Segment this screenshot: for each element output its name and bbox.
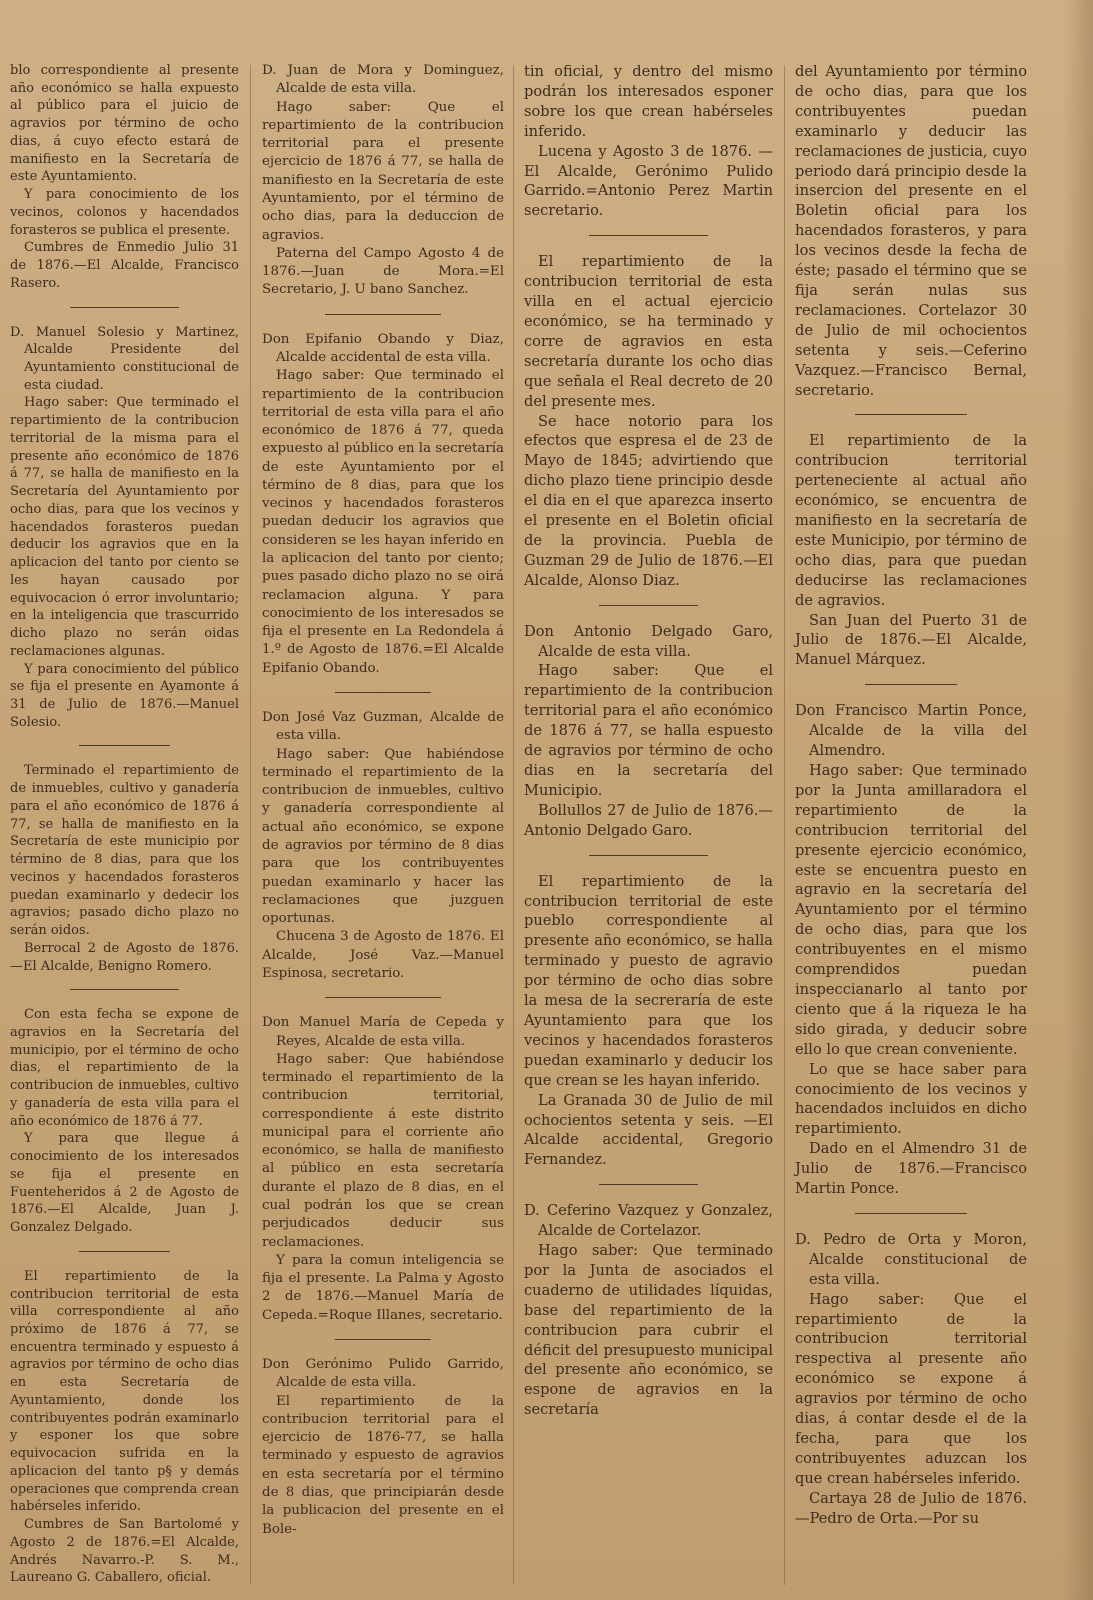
notice-separator — [325, 314, 441, 315]
notice-paragraph: El repartimiento de la contribucion territorial perteneciente al actual año económico, se encuentra de manifiesto en la secretaría de este Municipio, por término de ocho dias, para que puedan deducirse las reclamaciones de agravios. — [795, 432, 1027, 609]
notice-separator — [855, 414, 966, 415]
notice — [524, 872, 773, 1171]
notice-paragraph: Hago saber: Que terminado el repartimiento de la contribucion territorial de la misma para el presente año económico de 1876 á 77, se halla de manifiesto en la Secretaría del Ayuntamiento por ocho dias, para que los vecinos y hacendados forasteros puedan deducir los agravios que en la aplicacion del tanto por ciento se les hayan causado por equivocacion ó error involuntario; en la inteligencia que trascurrido dicho plazo no serán oidas reclamaciones algunas. — [10, 395, 239, 659]
notice — [524, 1201, 773, 1420]
notice-paragraph: Lucena y Agosto 3 de 1876. —El Alcalde, Gerónimo Pulido Garrido.=Antonio Perez Martin secretario. — [524, 142, 773, 220]
notice-separator — [335, 692, 432, 693]
notice-paragraph: Dado en el Almendro 31 de Julio de 1876.—Francisco Martin Ponce. — [795, 1140, 1027, 1198]
notice-paragraph: Chucena 3 de Agosto de 1876. El Alcalde, José Vaz.—Manuel Espinosa, secretario. — [262, 929, 504, 981]
notice-heading: Don Gerónimo Pulido Garrido, Alcalde de esta villa. — [262, 1357, 504, 1391]
column-2 — [262, 62, 504, 1539]
notice-paragraph: Lo que se hace saber para conocimiento de los vecinos y hacendados incluidos en dicho repartimiento. — [795, 1060, 1027, 1138]
notice-paragraph: Paterna del Campo Agosto 4 de 1876.—Juan de Mora.=El Secretario, J. U bano Sanchez. — [262, 245, 504, 298]
column-1 — [10, 62, 239, 1587]
notice-heading: Don José Vaz Guzman, Alcalde de esta villa. — [262, 710, 504, 744]
notice — [524, 252, 773, 590]
notice-paragraph: Cartaya 28 de Julio de 1876. —Pedro de Orta.—Por su — [795, 1489, 1027, 1527]
notice — [262, 709, 504, 983]
notice — [10, 762, 239, 975]
notice-paragraph: Cumbres de Enmedio Julio 31 de 1876.—El Alcalde, Francisco Rasero. — [10, 240, 239, 291]
column-4 — [795, 62, 1027, 1529]
notice-separator — [79, 1251, 171, 1252]
notice-heading: D. Pedro de Orta y Moron, Alcalde constitucional de esta villa. — [795, 1230, 1027, 1288]
notice-paragraph: San Juan del Puerto 31 de Julio de 1876.—El Alcalde, Manuel Márquez. — [795, 611, 1027, 669]
notice-paragraph: Y para conocimiento de los vecinos, colonos y hacendados forasteros se publica el presente. — [10, 187, 239, 238]
notice-paragraph: Hago saber: Que el repartimiento de la contribucion territorial respectiva al presente año económico se expone á agravios por término de ocho dias, á contar desde el de la fecha, para que los contribuyentes aduzcan los que crean habérseles inferido. — [795, 1290, 1027, 1487]
notice-heading: D. Juan de Mora y Dominguez, Alcalde de esta villa. — [262, 63, 504, 97]
notice — [10, 62, 239, 293]
notice-paragraph: del Ayuntamiento por término de ocho dias, para que los contribuyentes puedan examinarlo y deducir las reclamaciones de justicia, cuyo periodo dará principio desde la insercion del presente en el Boletin oficial para los hacendados forasteros, y para los vecinos desde la fecha de éste; pasado el término que se fija serán nulas sus reclamaciones. Cortelazor 30 de Julio de mil ochocientos setenta y seis.—Ceferino Vazquez.—Francisco Bernal, secretario. — [795, 63, 1027, 399]
notice — [262, 331, 504, 678]
notice-separator — [855, 1213, 966, 1214]
column-rule — [784, 65, 785, 1585]
notice-paragraph: Hago saber: Que habiéndose terminado el repartimiento de la contribucion territorial, correspondiente á este distrito municipal para el corriente año económico, se halla de manifiesto al público en esta secretaría durante el plazo de 8 dias, en el cual podrán los que se crean perjudicados deducir sus reclamaciones. — [262, 1051, 504, 1250]
notice-separator — [79, 745, 171, 746]
notice — [795, 62, 1027, 400]
notice-paragraph: Y para conocimiento del público se fija el presente en Ayamonte á 31 de Julio de 1876.—Manuel Solesio. — [10, 661, 239, 730]
notice — [524, 622, 773, 841]
notice — [524, 62, 773, 221]
notice-paragraph: La Granada 30 de Julio de mil ochocientos setenta y seis. —El Alcalde accidental, Gregorio Fernandez. — [524, 1091, 773, 1169]
notice-paragraph: El repartimiento de la contribucion territorial de este pueblo correspondiente al presente año económico, se halla terminado y puesto de agravio por término de ocho dias sobre la mesa de la secreraría de este Ayuntamiento para que los vecinos y hacendados forasteros puedan examinarlo y deducir los que crean se les hayan inferido. — [524, 872, 773, 1089]
notice-separator — [589, 855, 709, 856]
notice — [795, 431, 1027, 670]
notice — [262, 62, 504, 300]
notice-paragraph: Hago saber: Que el repartimiento de la contribucion territorial para el año económico de 1876 á 77, se halla espuesto de agravios por término de ocho dias en la secretaría del Municipio. — [524, 662, 773, 799]
notice-paragraph: Terminado el repartimiento de de inmuebles, cultivo y ganadería para el año económico de 1876 á 77, se halla de manifiesto en la Secretaría de este municipio por término de 8 dias, para que los vecinos y hacendados forasteros puedan examinarlo y dedecir los agravios; pasado dicho plazo no serán oidos. — [10, 763, 239, 939]
notice-paragraph: Hago saber: Que terminado por la Junta amillaradora el repartimiento de la contribucion territorial del presente ejercicio económico, este se encuentra puesto en agravio en la secretaría del Ayuntamiento por el término de ocho dias, para que los contribuyentes en el mismo comprendidos puedan inspeccianarlo al tanto por ciento que á la riqueza le ha sido girada, y deducir sobre ello lo que crean conveniente. — [795, 762, 1027, 1058]
notice-separator — [70, 989, 180, 990]
notice-paragraph: blo correspondiente al presente año económico se halla expuesto al público para el juicio de agravios por término de ocho dias, á cuyo efecto estará de manifiesto en la Secretaría de este Ayuntamiento. — [10, 63, 239, 185]
notice-heading: D. Manuel Solesio y Martinez, Alcalde Presidente del Ayuntamiento constitucional de esta ciudad. — [10, 324, 239, 393]
notice-paragraph: Berrocal 2 de Agosto de 1876. —El Alcalde, Benigno Romero. — [10, 940, 239, 974]
notice-paragraph: Hago saber: Que terminado por la Junta de asociados el cuaderno de utilidades líquidas, base del repartimiento de la contribucion para cubrir el déficit del presupuesto municipal del presente año económico, se espone de agravios en la secretaría — [524, 1242, 773, 1419]
notice-separator — [865, 684, 958, 685]
notice-separator — [70, 307, 180, 308]
page-edge-shadow — [1063, 0, 1093, 1600]
notice — [262, 1356, 504, 1539]
column-rule — [513, 65, 514, 1585]
notice — [262, 1014, 504, 1325]
notice-heading: Don Epifanio Obando y Diaz, Alcalde accidental de esta villa. — [262, 331, 504, 365]
notice — [795, 701, 1027, 1199]
notice-paragraph: El repartimiento de la contribucion territorial para el ejercicio de 1876-77, se halla terminado y espuesto de agravios en esta secretaría por el término de 8 dias, que principiarán desde la publicacion del presente en el Bole- — [262, 1393, 504, 1537]
notice — [10, 1006, 239, 1237]
notice-paragraph: Hago saber: Que el repartimiento de la contribucion territorial para el presente ejercicio de 1876 á 77, se halla de manifiesto en la Secretaría de este Ayuntamiento, por el término de ocho dias, para la deduccion de agravios. — [262, 99, 504, 243]
notice-paragraph: Se hace notorio para los efectos que espresa el de 23 de Mayo de 1845; advirtiendo que dicho plazo tiene principio desde el dia en el que aparezca inserto el presente en el Boletin oficial de la provincia. Puebla de Guzman 29 de Julio de 1876.—El Alcalde, Alonso Diaz. — [524, 412, 773, 589]
notice-heading: Don Manuel María de Cepeda y Reyes, Alcalde de esta villa. — [262, 1015, 504, 1049]
column-3 — [524, 62, 773, 1420]
notice-paragraph: Hago saber: Que terminado el repartimiento de la contribucion territorial de esta villa para el año económico de 1876 á 77, queda expuesto al público en la secretaría de este Ayuntamiento por el término de 8 dias, para que los vecinos y hacendados forasteros puedan deducir los agravios que consideren se les hayan inferido en la aplicacion del tanto por ciento; pues pasado dicho plazo no se oirá reclamacion alguna. Y para conocimiento de los interesados se fija el presente en La Redondela á 1.º de Agosto de 1876.=El Alcalde Epifanio Obando. — [262, 368, 504, 676]
notice — [795, 1230, 1027, 1529]
notice-separator — [589, 235, 709, 236]
notice-paragraph: El repartimiento de la contribucion territorial de esta villa en el actual ejercicio económico, se ha terminado y corre de agravios en esta secretaría durante los ocho dias que señala el Real decreto de 20 del presente mes. — [524, 253, 773, 410]
notice-paragraph: El repartimiento de la contribucion territorial de esta villa correspondiente al año próximo de 1876 á 77, se encuentra terminado y espuesto á agravios por término de ocho dias en esta Secretaría de Ayuntamiento, donde los contribuyentes podrán examinarlo y esponer los que sobre equivocacion sufrida en la aplicacion del tanto p§ y demás operaciones que comprenda crean habérseles inferido. — [10, 1268, 239, 1515]
notice-heading: Don Francisco Martin Ponce, Alcalde de la villa del Almendro. — [795, 702, 1027, 760]
notice-paragraph: Bollullos 27 de Julio de 1876.—Antonio Delgado Garo. — [524, 801, 773, 839]
notice-paragraph: Y para la comun inteligencia se fija el presente. La Palma y Agosto 2 de 1876.—Manuel María de Cepeda.=Roque Illanes, secretario. — [262, 1252, 504, 1323]
column-rule — [250, 65, 251, 1585]
notice — [10, 1268, 239, 1587]
notice — [10, 324, 239, 732]
notice-paragraph: Cumbres de San Bartolomé y Agosto 2 de 1876.=El Alcalde, Andrés Navarro.-P. S. M., Laureano G. Caballero, oficial. — [10, 1517, 239, 1586]
notice-heading: Don Antonio Delgado Garo, Alcalde de esta villa. — [524, 622, 773, 660]
notice-separator — [325, 997, 441, 998]
notice-paragraph: Y para que llegue á conocimiento de los interesados se fija el presente en Fuenteheridos á 2 de Agosto de 1876.—El Alcalde, Juan J. Gonzalez Delgado. — [10, 1131, 239, 1236]
notice-separator — [599, 605, 699, 606]
notice-separator — [599, 1184, 699, 1185]
notice-paragraph: Hago saber: Que habiéndose terminado el repartimiento de la contribucion de inmuebles, cultivo y ganadería correspondiente al actual año económico, se expone de agravios por término de 8 dias para que los contribuyentes puedan examinarlo y hacer las reclamaciones que juzguen oportunas. — [262, 746, 504, 927]
notice-separator — [335, 1339, 432, 1340]
notice-paragraph: Con esta fecha se expone de agravios en la Secretaría del municipio, por el término de ocho dias, el repartimiento de la contribucion de inmuebles, cultivo y ganadería de esta villa para el año económico de 1876 á 77. — [10, 1007, 239, 1129]
notice-paragraph: tin oficial, y dentro del mismo podrán los interesados esponer sobre los que crean habérseles inferido. — [524, 63, 773, 140]
notice-heading: D. Ceferino Vazquez y Gonzalez, Alcalde de Cortelazor. — [524, 1202, 773, 1240]
